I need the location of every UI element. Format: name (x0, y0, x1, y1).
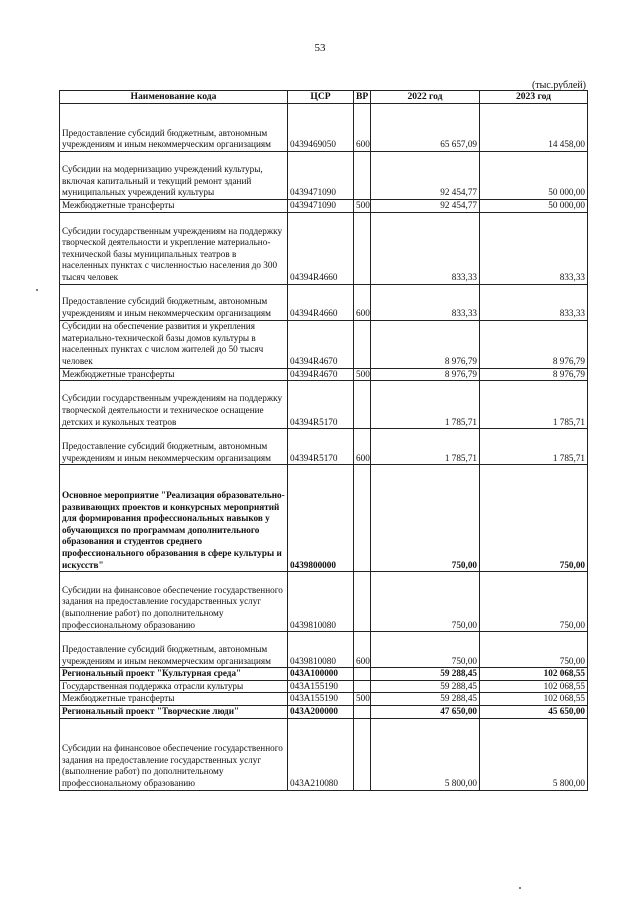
table-row (60, 680, 588, 693)
scan-speck (519, 887, 521, 889)
row-name: Предоставление субсидий бюджетным, автономным учреждениям и иным некоммерческим организациям (60, 632, 288, 668)
table-row (60, 212, 588, 284)
header-name: Наименование кода (60, 91, 288, 104)
header-2023: 2023 год (480, 91, 588, 104)
row-vr (354, 381, 371, 429)
table-row (60, 200, 588, 213)
row-value-2023: 50 000,00 (480, 152, 588, 200)
table-row (60, 152, 588, 200)
row-csr: 043A210080 (288, 718, 354, 790)
row-value-2023: 1 785,71 (480, 429, 588, 465)
row-value-2022: 59 288,45 (371, 693, 480, 706)
row-csr: 043A100000 (288, 668, 354, 681)
row-value-2023: 750,00 (480, 572, 588, 632)
row-csr: 0439469050 (288, 104, 354, 152)
row-value-2023: 1 785,71 (480, 381, 588, 429)
row-vr: 500 (354, 200, 371, 213)
row-value-2022: 5 800,00 (371, 718, 480, 790)
row-vr: 600 (354, 632, 371, 668)
row-vr (354, 705, 371, 718)
row-value-2022: 65 657,09 (371, 104, 480, 152)
table-row (60, 284, 588, 320)
row-name: Региональный проект "Творческие люди" (60, 705, 288, 718)
row-vr (354, 680, 371, 693)
row-vr (354, 465, 371, 572)
row-value-2023: 5 800,00 (480, 718, 588, 790)
row-csr: 04394R4660 (288, 284, 354, 320)
row-value-2023: 833,33 (480, 212, 588, 284)
row-vr (354, 212, 371, 284)
row-value-2023: 102 068,55 (480, 668, 588, 681)
row-vr (354, 718, 371, 790)
row-value-2023: 833,33 (480, 284, 588, 320)
table-row (60, 632, 588, 668)
row-value-2023: 102 068,55 (480, 680, 588, 693)
row-vr (354, 320, 371, 368)
row-value-2023: 102 068,55 (480, 693, 588, 706)
page-number: 53 (314, 42, 326, 54)
row-value-2023: 750,00 (480, 632, 588, 668)
row-name: Межбюджетные трансферты (60, 200, 288, 213)
row-value-2023: 750,00 (480, 465, 588, 572)
row-value-2023: 45 650,00 (480, 705, 588, 718)
row-csr: 043A200000 (288, 705, 354, 718)
table-row (60, 572, 588, 632)
row-csr: 04394R5170 (288, 381, 354, 429)
budget-table (59, 90, 588, 791)
row-name: Субсидии государственным учреждениям на поддержку творческой деятельности и укрепление материально-технической базы муниципальных театров в населенных пунктах с численностью населения до 300 тысяч человек (60, 212, 288, 284)
table-row (60, 693, 588, 706)
table-row (60, 718, 588, 790)
row-name: Субсидии на обеспечение развития и укрепления материально-технической базы домов культуры в населенных пунктах с числом жителей до 50 тысяч человек (60, 320, 288, 368)
row-vr: 600 (354, 284, 371, 320)
table-row (60, 705, 588, 718)
row-csr: 043A155190 (288, 680, 354, 693)
row-value-2022: 1 785,71 (371, 429, 480, 465)
row-value-2022: 59 288,45 (371, 668, 480, 681)
row-name: Субсидии на финансовое обеспечение государственного задания на предоставление государственных услуг (выполнение работ) по дополнительному профессиональному образованию (60, 572, 288, 632)
row-value-2022: 1 785,71 (371, 381, 480, 429)
table-row (60, 465, 588, 572)
row-value-2022: 8 976,79 (371, 368, 480, 381)
row-value-2022: 59 288,45 (371, 680, 480, 693)
table-row (60, 668, 588, 681)
row-vr (354, 668, 371, 681)
table-header-row (60, 91, 588, 104)
row-value-2022: 8 976,79 (371, 320, 480, 368)
row-name: Региональный проект "Культурная среда" (60, 668, 288, 681)
row-name: Предоставление субсидий бюджетным, автономным учреждениям и иным некоммерческим организациям (60, 284, 288, 320)
row-vr: 600 (354, 429, 371, 465)
row-name: Предоставление субсидий бюджетным, автономным учреждениям и иным некоммерческим организациям (60, 429, 288, 465)
header-csr: ЦСР (288, 91, 354, 104)
row-csr: 0439471090 (288, 152, 354, 200)
scan-speck (36, 289, 38, 291)
row-value-2022: 92 454,77 (371, 200, 480, 213)
table-row (60, 381, 588, 429)
row-value-2023: 50 000,00 (480, 200, 588, 213)
row-name: Предоставление субсидий бюджетным, автономным учреждениям и иным некоммерческим организациям (60, 104, 288, 152)
row-csr: 04394R4660 (288, 212, 354, 284)
row-name: Межбюджетные трансферты (60, 693, 288, 706)
row-value-2023: 8 976,79 (480, 368, 588, 381)
row-value-2023: 8 976,79 (480, 320, 588, 368)
row-value-2023: 14 458,00 (480, 104, 588, 152)
row-vr: 600 (354, 104, 371, 152)
row-value-2022: 750,00 (371, 632, 480, 668)
row-value-2022: 833,33 (371, 212, 480, 284)
row-csr: 04394R5170 (288, 429, 354, 465)
row-csr: 0439800000 (288, 465, 354, 572)
row-vr: 500 (354, 693, 371, 706)
row-value-2022: 833,33 (371, 284, 480, 320)
row-vr (354, 572, 371, 632)
table-row (60, 429, 588, 465)
row-value-2022: 92 454,77 (371, 152, 480, 200)
row-value-2022: 47 650,00 (371, 705, 480, 718)
units-label: (тыс.рублей) (531, 80, 586, 91)
row-name: Субсидии на финансовое обеспечение государственного задания на предоставление государственных услуг (выполнение работ) по дополнительному профессиональному образованию (60, 718, 288, 790)
row-vr: 500 (354, 368, 371, 381)
header-vr: ВР (354, 91, 371, 104)
row-csr: 04394R4670 (288, 368, 354, 381)
table-row (60, 368, 588, 381)
row-value-2022: 750,00 (371, 572, 480, 632)
row-vr (354, 152, 371, 200)
row-csr: 0439471090 (288, 200, 354, 213)
row-name: Основное мероприятие "Реализация образовательно-развивающих проектов и конкурсных мероприятий для формирования профессиональных навыков у обучающихся по программам дополнительного образования и студентов среднего профессионального образования в сфере культуры и искусств" (60, 465, 288, 572)
table-row (60, 104, 588, 152)
row-name: Межбюджетные трансферты (60, 368, 288, 381)
row-name: Субсидии государственным учреждениям на поддержку творческой деятельности и техническое оснащение детских и кукольных театров (60, 381, 288, 429)
table-row (60, 320, 588, 368)
row-name: Государственная поддержка отрасли культуры (60, 680, 288, 693)
row-csr: 043A155190 (288, 693, 354, 706)
row-name: Субсидии на модернизацию учреждений культуры, включая капитальный и текущий ремонт зданий муниципальных учреждений культуры (60, 152, 288, 200)
row-csr: 04394R4670 (288, 320, 354, 368)
row-csr: 0439810080 (288, 632, 354, 668)
row-csr: 0439810080 (288, 572, 354, 632)
row-value-2022: 750,00 (371, 465, 480, 572)
header-2022: 2022 год (371, 91, 480, 104)
